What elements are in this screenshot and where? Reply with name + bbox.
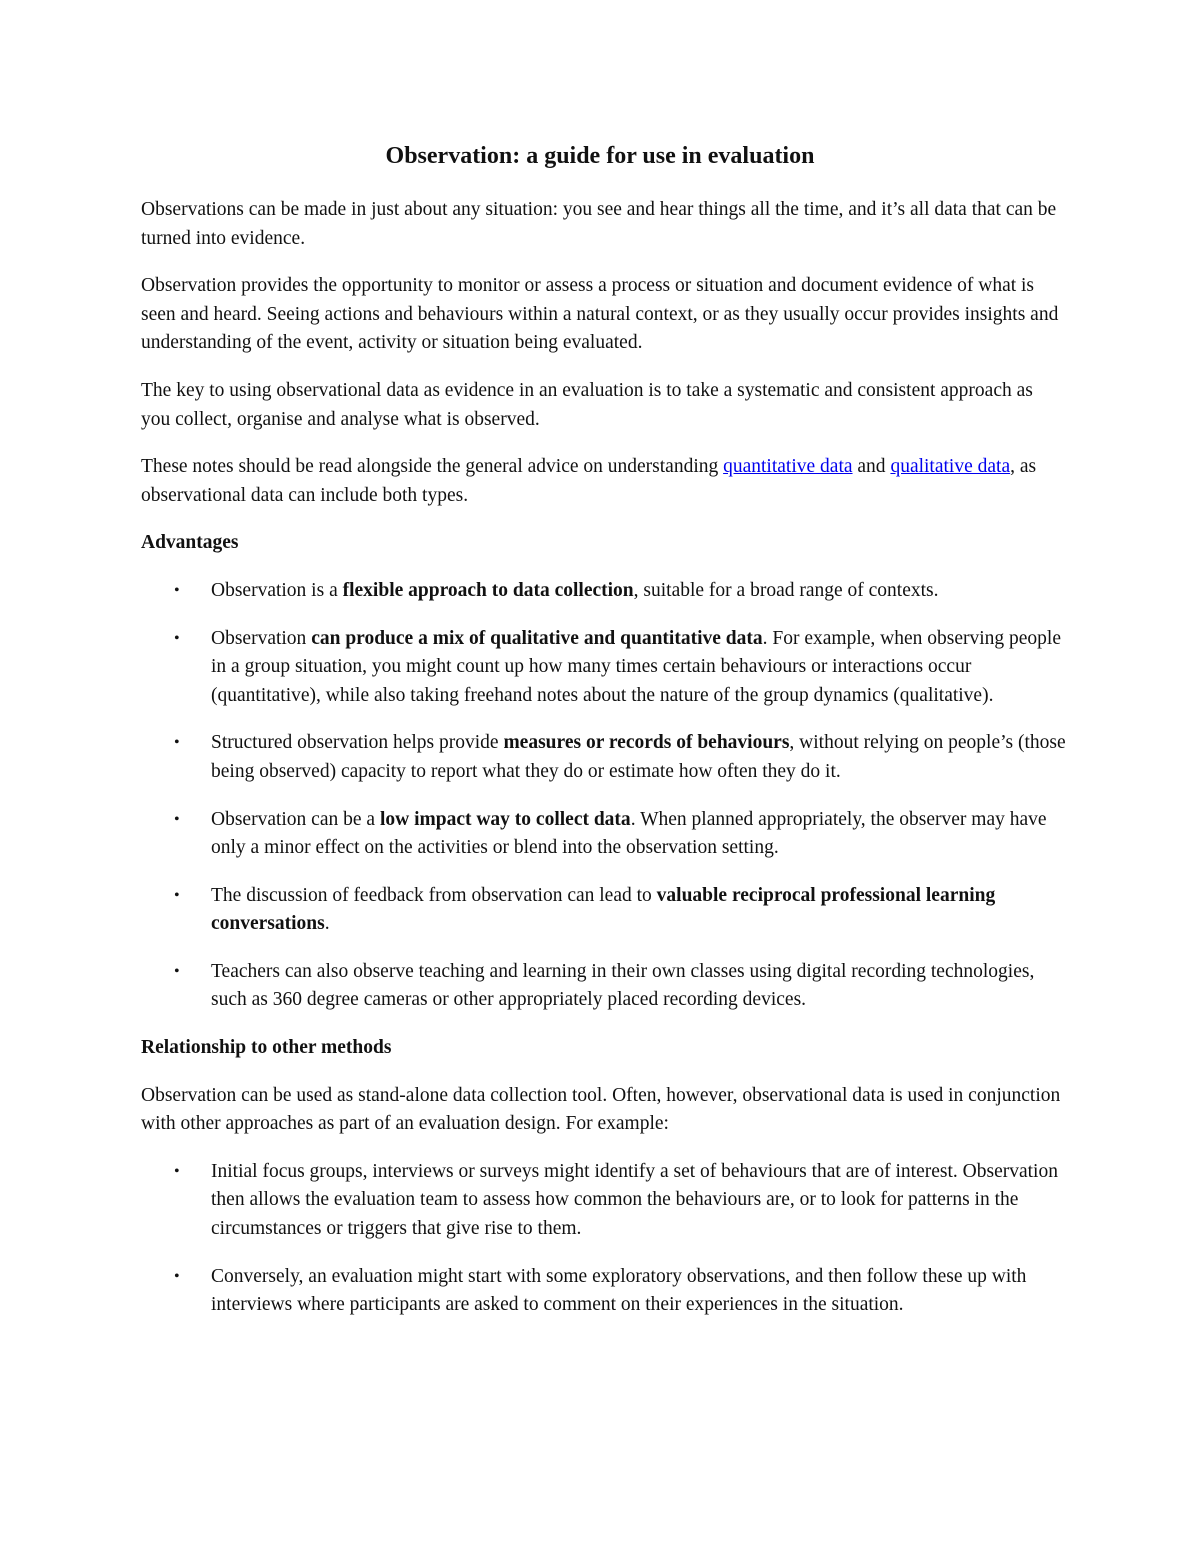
advantage-text: Observation is a xyxy=(211,579,343,601)
advantage-highlight: valuable reciprocal professional learning conversations xyxy=(211,884,996,935)
bullet-icon: • xyxy=(174,1267,180,1285)
advantage-item xyxy=(141,577,1066,606)
advantage-text: Observation can be a xyxy=(211,808,380,830)
intro-paragraph-1: Observations can be made in just about any situation: you see and hear things all the time, and it’s all data that can be turned into evidence. xyxy=(141,199,1057,249)
advantage-highlight: can produce a mix of qualitative and quantitative data xyxy=(311,627,763,649)
advantage-text: Teachers can also observe teaching and learning in their own classes using digital recording technologies, such as 360 degree cameras or other appropriately placed recording devices. xyxy=(211,960,1035,1011)
relationship-paragraph: Observation can be used as stand-alone data collection tool. Often, however, observational data is used in conjunction with other approaches as part of an evaluation design. For example: xyxy=(141,1084,1061,1135)
intro-paragraph-3: The key to using observational data as evidence in an evaluation is to take a systematic and consistent approach as you collect, organise and analyse what is observed. xyxy=(141,379,1033,430)
intro-paragraph-2: Observation provides the opportunity to monitor or assess a process or situation and document evidence of what is seen and heard. Seeing actions and behaviours within a natural context, or as they usually occur provides insights and understanding of the event, activity or situation being evaluated. xyxy=(141,275,1059,354)
advantage-highlight: low impact way to collect data xyxy=(379,808,631,830)
notes-text-middle: and xyxy=(852,456,891,478)
bullet-icon: • xyxy=(174,810,180,828)
bullet-icon: • xyxy=(174,734,180,752)
advantage-text: Structured observation helps provide xyxy=(211,732,504,754)
bullet-icon: • xyxy=(174,1162,180,1180)
advantage-text-end: . For example, when observing people in a group situation, you might count up how many times certain behaviours or interactions occur (quantitative), while also taking freehand notes about the nature of the group dynamics (qualitative). xyxy=(211,627,1062,706)
advantage-highlight: measures or records of behaviours xyxy=(503,732,790,754)
advantage-text-end: , suitable for a broad range of contexts. xyxy=(633,579,939,601)
advantage-item xyxy=(141,625,1066,711)
notes-text-before: These notes should be read alongside the general advice on understanding xyxy=(141,456,724,478)
notes-text-after: , as observational data can include both types. xyxy=(141,456,1037,506)
advantage-text-end: . When planned appropriately, the observer may have only a minor effect on the activities or blend into the observation setting. xyxy=(211,808,1047,859)
advantages-list xyxy=(141,577,1066,1015)
advantage-highlight: flexible approach to data collection xyxy=(342,579,634,601)
advantage-text-end: . xyxy=(324,913,330,935)
advantages-heading: Advantages xyxy=(141,532,239,554)
bullet-icon: • xyxy=(174,962,180,980)
bullet-icon: • xyxy=(174,581,180,599)
relationship-item-text: Conversely, an evaluation might start with some exploratory observations, and then follow these up with interviews where participants are asked to comment on their experiences in the situation. xyxy=(211,1265,1027,1316)
advantage-text: Observation xyxy=(211,627,312,649)
quantitative-data-link[interactable]: quantitative data xyxy=(723,456,853,478)
relationship-item xyxy=(141,1158,1066,1244)
advantage-item xyxy=(141,729,1066,786)
advantage-text-end: , without relying on people’s (those being observed) capacity to report what they do or estimate how often they do it. xyxy=(211,732,1066,782)
qualitative-data-link[interactable]: qualitative data xyxy=(890,456,1011,478)
relationship-item xyxy=(141,1263,1066,1320)
advantage-item xyxy=(141,882,1066,939)
advantage-text: The discussion of feedback from observation can lead to xyxy=(211,884,657,906)
advantage-item xyxy=(141,806,1066,863)
document-title: Observation: a guide for use in evaluation xyxy=(385,143,815,169)
relationship-list xyxy=(141,1158,1066,1320)
document-body xyxy=(141,196,1066,1339)
relationship-item-text: Initial focus groups, interviews or surveys might identify a set of behaviours that are of interest. Observation then allows the evaluation team to assess how common the behaviours are, or to look for patterns in the circumstances or triggers that give rise to them. xyxy=(211,1160,1058,1240)
notes-paragraph xyxy=(141,453,1066,510)
relationship-heading: Relationship to other methods xyxy=(141,1037,392,1059)
bullet-icon: • xyxy=(174,629,180,647)
bullet-icon: • xyxy=(174,886,180,904)
advantage-item xyxy=(141,958,1066,1015)
